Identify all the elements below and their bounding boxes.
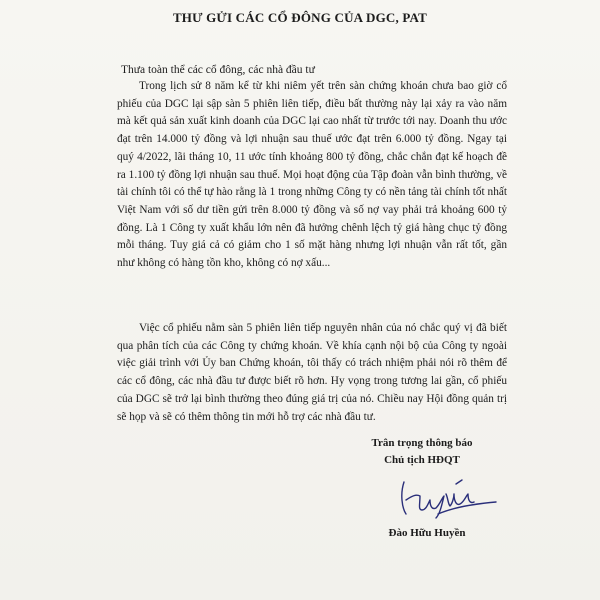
letter-title: THƯ GỬI CÁC CỔ ĐÔNG CỦA DGC, PAT	[172, 10, 428, 25]
handwritten-signature	[390, 474, 500, 520]
letter-paragraph-1: Trong lịch sử 8 năm kể từ khi niêm yết trên sàn chứng khoán chưa bao giờ cổ phiếu của DGC lại sập sàn 5 phiên liên tiếp, điều bất thường này lại xảy ra vào năm mà kết quả sản xuất kinh doanh của DGC lại cao nhất từ trước tới nay. Doanh thu ước đạt trên 14.000 tỷ đồng và lợi nhuận sau thuế ước đạt trên 6.000 tỷ đồng. Ngay tại quý 4/2022, lãi tháng 10, 11 ước tính khoảng 800 tỷ đồng, chắc chắn đạt kế hoạch đề ra 1.100 tỷ đồng lợi nhuận sau thuế. Mọi hoạt động của Tập đoàn vẫn bình thường, về tài chính tôi có thể tự hào rằng là 1 trong những Công ty có nền tảng tài chính tốt nhất Việt Nam với số dư tiền gửi trên 8.000 tỷ đồng và số nợ vay phải trả khoảng 600 tỷ đồng. Là 1 Công ty xuất khẩu lớn nên đã hưởng chênh lệch tỷ giá hàng chục tỷ đồng mỗi tháng. Tuy giá cả có giảm cho 1 số mặt hàng nhưng lợi nhuận vẫn rất tốt, gần như không có hàng tồn kho, không có nợ xấu...	[117, 80, 507, 270]
letter-greeting: Thưa toàn thể các cổ đông, các nhà đầu tư	[121, 64, 315, 76]
letter-paragraph-2: Việc cổ phiếu nằm sàn 5 phiên liên tiếp nguyên nhân của nó chắc quý vị đã biết qua phân tích của các Công ty chứng khoán. Về khía cạnh nội bộ của Công ty ngoài việc giải trình với Ủy ban Chứng khoán, tôi thấy có trách nhiệm phải nói rõ thêm để các cổ đông, các nhà đầu tư được biết rõ hơn. Hy vọng trong tương lai gần, cổ phiếu của DGC sẽ trở lại bình thường theo đúng giá trị của nó. Chiều nay Hội đồng quản trị sẽ họp và sẽ có thêm thông tin mới hỗ trợ các nhà đầu tư.	[117, 322, 507, 423]
signer-position: Chủ tịch HĐQT	[384, 454, 460, 466]
signer-name: Đào Hữu Huyền	[388, 527, 466, 539]
closing-regards: Trân trọng thông báo	[371, 437, 473, 449]
